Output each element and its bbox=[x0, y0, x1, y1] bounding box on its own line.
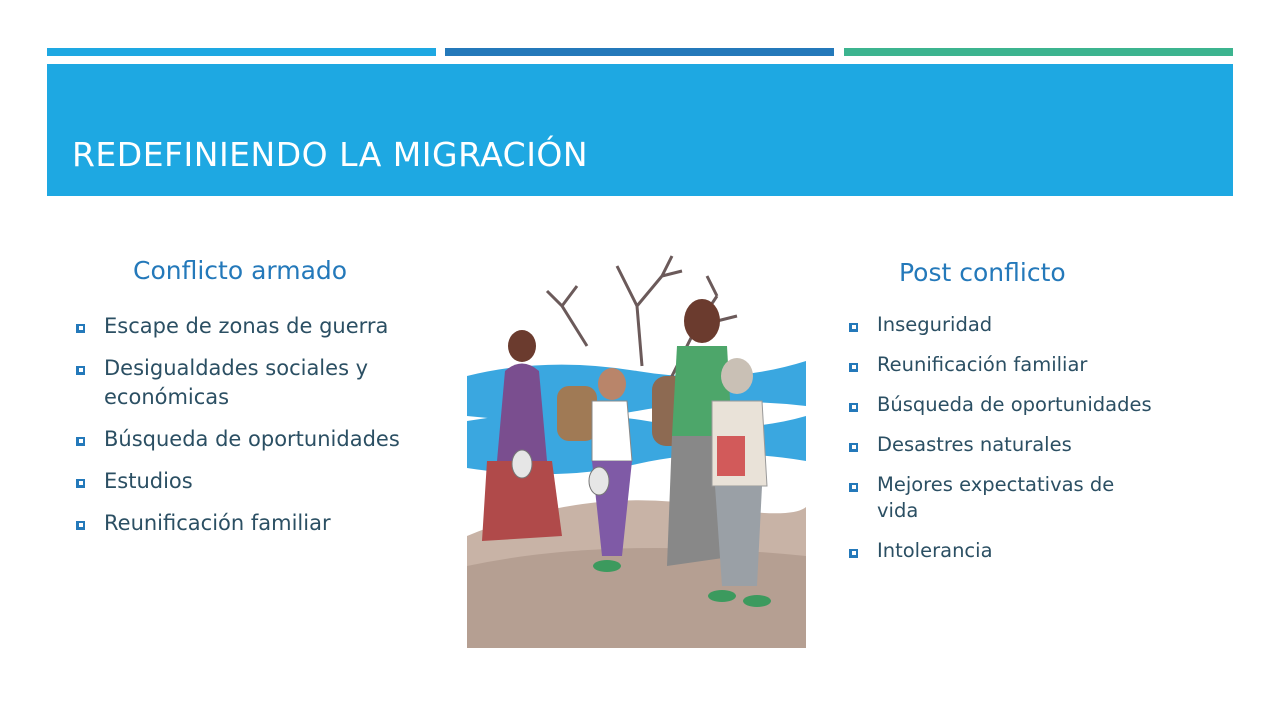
square-bullet-icon bbox=[76, 437, 85, 446]
list-item-text: Estudios bbox=[104, 469, 193, 493]
square-bullet-icon bbox=[849, 323, 858, 332]
list-item-text: Escape de zonas de guerra bbox=[104, 314, 389, 338]
migrant-family-illustration bbox=[467, 236, 806, 648]
title-banner bbox=[47, 64, 1233, 196]
square-bullet-icon bbox=[849, 363, 858, 372]
list-item bbox=[73, 467, 443, 496]
list-item-text: Desastres naturales bbox=[877, 433, 1072, 456]
list-item-text: Mejores expectativas de vida bbox=[877, 473, 1115, 522]
list-item bbox=[73, 312, 443, 341]
right-column-heading: Post conflicto bbox=[899, 258, 1066, 287]
slide-title: REDEFINIENDO LA MIGRACIÓN bbox=[72, 135, 589, 174]
square-bullet-icon bbox=[76, 324, 85, 333]
square-bullet-icon bbox=[849, 443, 858, 452]
list-item bbox=[73, 509, 443, 538]
right-bullet-list bbox=[846, 312, 1156, 578]
list-item-text: Búsqueda de oportunidades bbox=[104, 427, 400, 451]
list-item-text: Desigualdades sociales y económicas bbox=[104, 356, 369, 409]
square-bullet-icon bbox=[849, 403, 858, 412]
left-bullet-list bbox=[73, 312, 443, 551]
square-bullet-icon bbox=[76, 479, 85, 488]
list-item-text: Reunificación familiar bbox=[877, 353, 1088, 376]
accent-stripe-1 bbox=[47, 48, 436, 56]
square-bullet-icon bbox=[849, 483, 858, 492]
list-item bbox=[73, 425, 443, 454]
list-item-text: Inseguridad bbox=[877, 313, 993, 336]
list-item bbox=[846, 472, 1156, 524]
square-bullet-icon bbox=[76, 366, 85, 375]
square-bullet-icon bbox=[849, 549, 858, 558]
list-item bbox=[846, 312, 1156, 338]
list-item bbox=[846, 392, 1156, 418]
list-item bbox=[846, 538, 1156, 564]
list-item-text: Reunificación familiar bbox=[104, 511, 331, 535]
square-bullet-icon bbox=[76, 521, 85, 530]
left-column-heading: Conflicto armado bbox=[133, 256, 348, 285]
list-item bbox=[846, 432, 1156, 458]
accent-stripe-3 bbox=[844, 48, 1233, 56]
list-item-text: Búsqueda de oportunidades bbox=[877, 393, 1152, 416]
list-item-text: Intolerancia bbox=[877, 539, 993, 562]
migrant-family-icon bbox=[467, 236, 806, 648]
list-item bbox=[846, 352, 1156, 378]
accent-stripe-2 bbox=[445, 48, 834, 56]
list-item bbox=[73, 354, 443, 412]
